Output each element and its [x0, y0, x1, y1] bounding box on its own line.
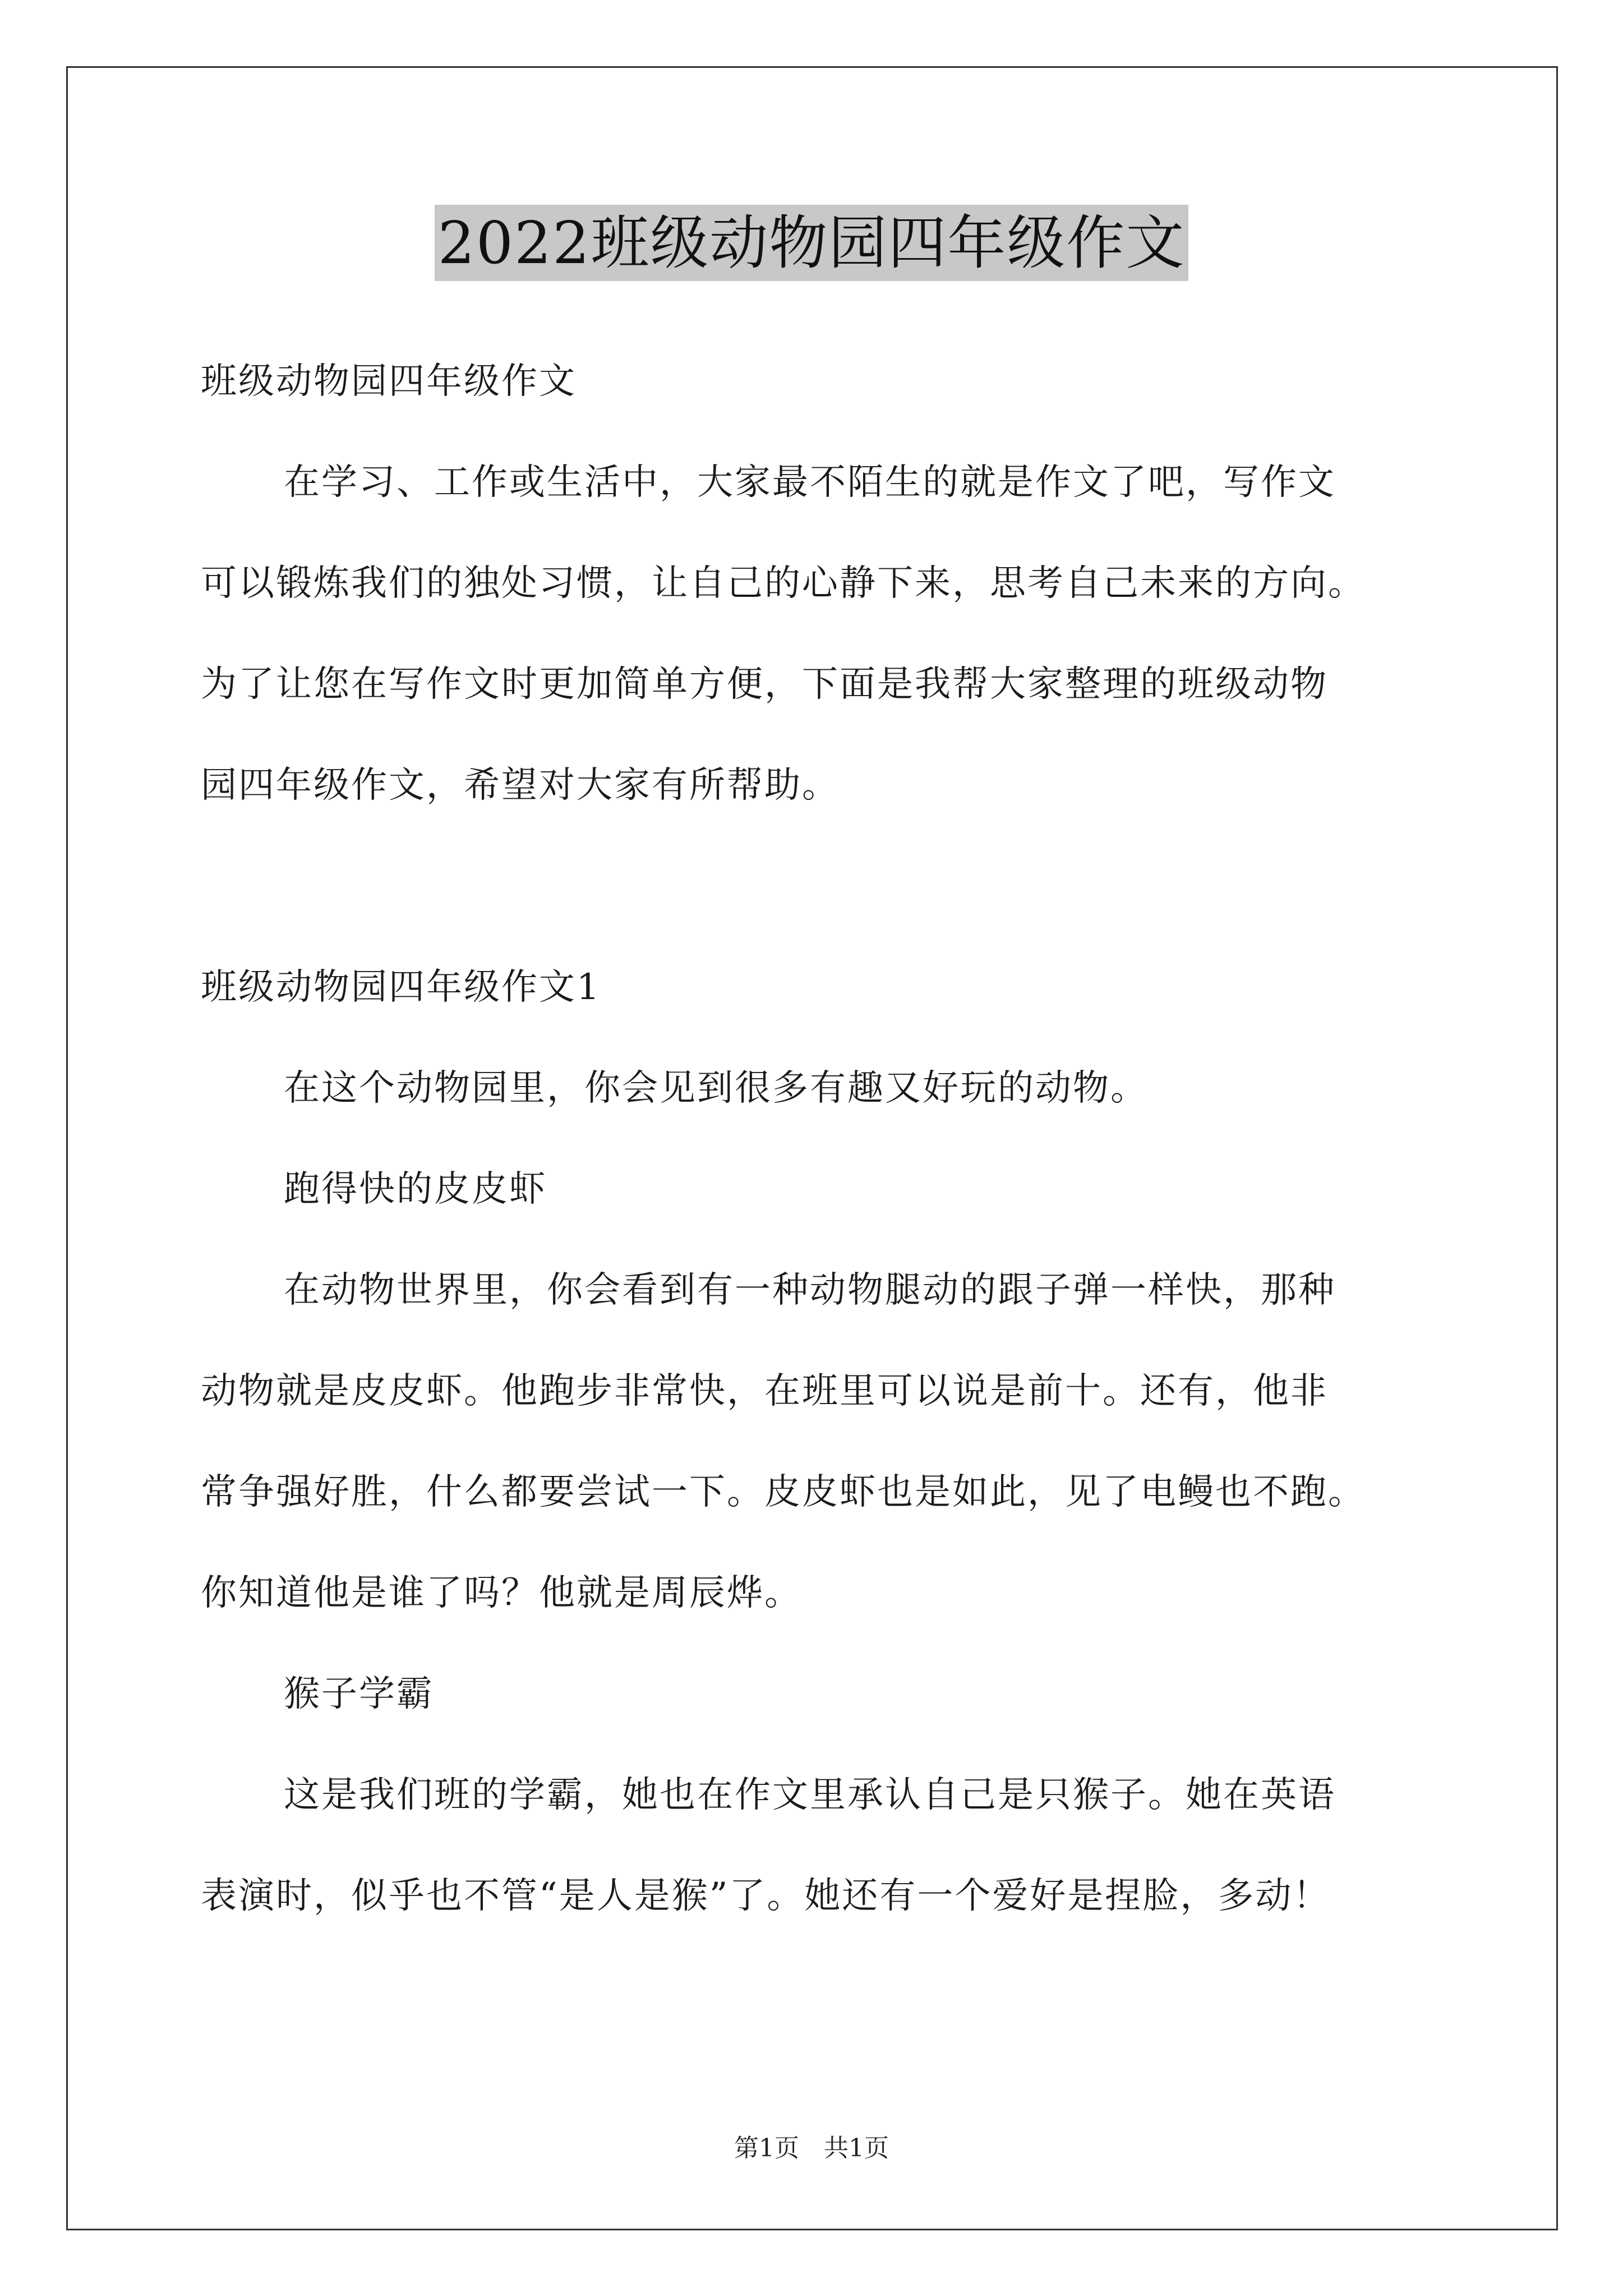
paragraph-line: 在学习、工作或生活中，大家最不陌生的就是作文了吧，写作文: [284, 462, 1336, 503]
document-body: [201, 331, 1435, 1947]
paragraph-line: 在动物世界里，你会看到有一种动物腿动的跟子弹一样快，那种: [284, 1269, 1336, 1311]
page-footer: 第1页 共1页: [734, 2134, 889, 2162]
subheading: 猴子学霸: [284, 1673, 434, 1715]
paragraph-line: 可以锻炼我们的独处习惯，让自己的心静下来，思考自己未来的方向。: [201, 563, 1366, 604]
paragraph-line: 表演时，似乎也不管“是人是猴”了。她还有一个爱好是捏脸，多动！: [201, 1875, 1331, 1917]
paragraph-line: 这是我们班的学霸，她也在作文里承认自己是只猴子。她在英语: [284, 1774, 1336, 1816]
paragraph-line: 你知道他是谁了吗？他就是周辰烨。: [201, 1572, 802, 1614]
section-heading: 班级动物园四年级作文1: [201, 967, 601, 1008]
paragraph-line: 在这个动物园里，你会见到很多有趣又好玩的动物。: [284, 1068, 1148, 1109]
blank-line: [201, 836, 1435, 937]
paragraph-line: 常争强好胜，什么都要尝试一下。皮皮虾也是如此，见了电鳗也不跑。: [201, 1471, 1366, 1513]
paragraph-line: 为了让您在写作文时更加简单方便，下面是我帮大家整理的班级动物: [201, 664, 1328, 705]
title-container: [0, 205, 1623, 281]
paragraph-line: 园四年级作文，希望对大家有所帮助。: [201, 765, 840, 806]
subheading: 跑得快的皮皮虾: [284, 1168, 547, 1210]
document-title: 2022班级动物园四年级作文: [435, 205, 1189, 281]
section-heading: 班级动物园四年级作文: [201, 361, 577, 402]
paragraph-line: 动物就是皮皮虾。他跑步非常快，在班里可以说是前十。还有，他非: [201, 1370, 1328, 1412]
